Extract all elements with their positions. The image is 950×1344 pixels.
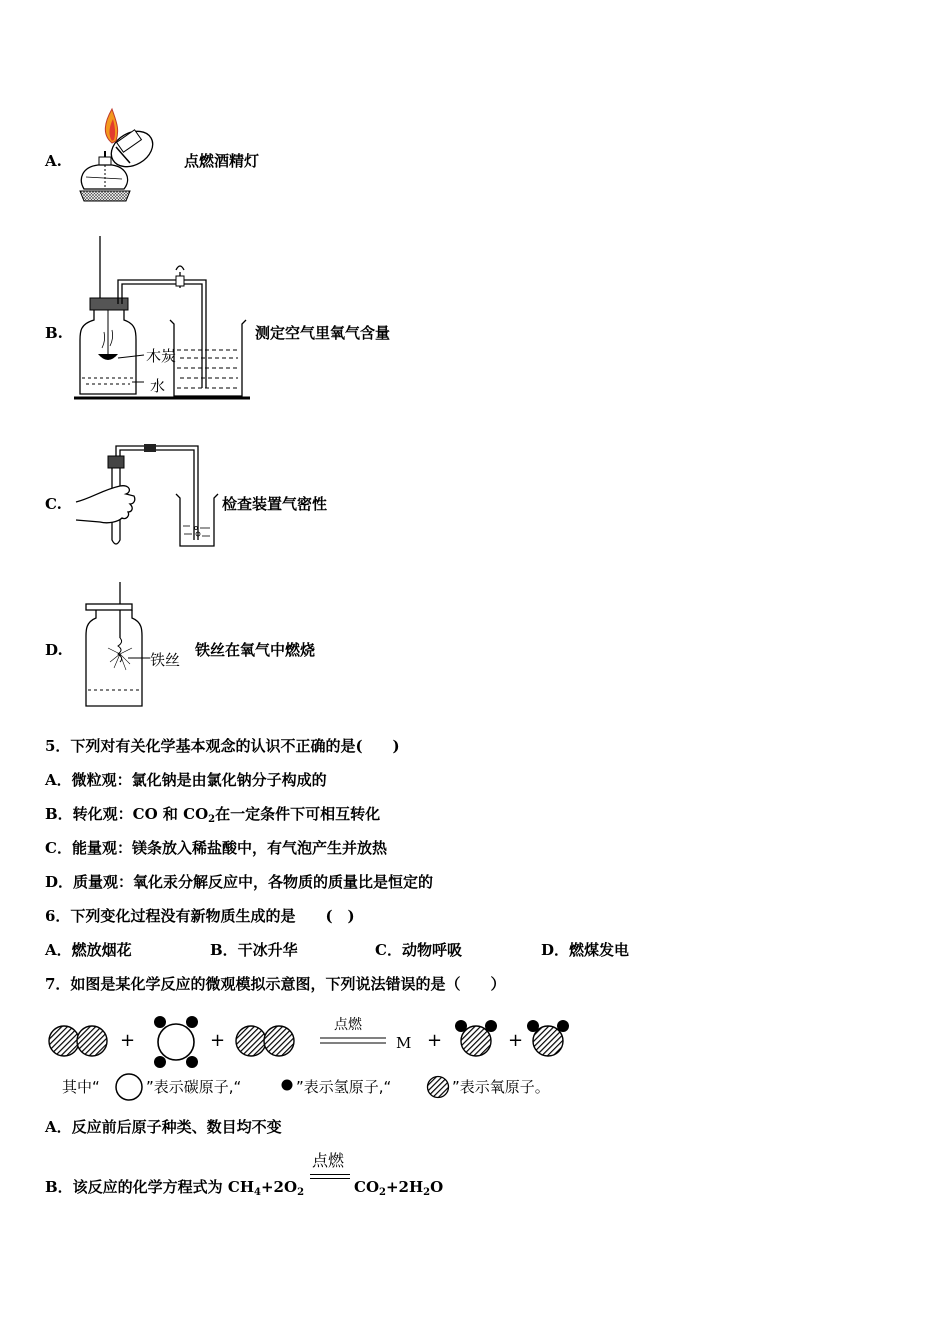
q5-stem: 5．下列对有关化学基本观念的认识不正确的是( ) (45, 737, 400, 755)
q6-option-c: C．动物呼吸 (375, 941, 462, 959)
alcohol-lamp-figure (72, 105, 172, 215)
option-a-letter: A. (45, 152, 62, 170)
q7-option-b-condition: 点燃 (312, 1151, 345, 1170)
water-label: 水 (150, 377, 166, 395)
reaction-condition: 点燃 (334, 1017, 362, 1033)
oxygen-atom-legend-icon (426, 1075, 450, 1099)
iron-wire-label: 铁丝 (150, 651, 181, 669)
q6-option-b: B．干冰升华 (210, 941, 298, 959)
product-m: M (396, 1034, 412, 1052)
option-b-letter: B. (45, 324, 63, 342)
charcoal-label: 木炭 (146, 347, 177, 365)
q5-option-b: B．转化观：CO 和 $CO_2$在一定条件下可相互转化 (45, 805, 381, 825)
q6-option-d: D．燃煤发电 (541, 941, 630, 959)
carbon-atom-legend-icon (114, 1072, 144, 1102)
q7-option-b-right: $CO_2+2H_2O$ (354, 1178, 444, 1198)
q6-stem: 6．下列变化过程没有新物质生成的是 ( ) (45, 907, 355, 925)
hydrogen-atom-legend-icon (280, 1078, 294, 1092)
option-a-caption: 点燃酒精灯 (184, 152, 260, 170)
option-d-letter: D. (45, 641, 63, 659)
plus-sign-4: + (508, 1030, 524, 1051)
q7-option-a: A．反应前后原子种类、数目均不变 (45, 1118, 282, 1136)
q7-option-b-left: B．该反应的化学方程式为 $CH_4+2O_2$ (45, 1178, 305, 1198)
option-d-caption: 铁丝在氧气中燃烧 (195, 641, 316, 659)
q5-option-d: D．质量观：氧化汞分解反应中，各物质的质量比是恒定的 (45, 873, 434, 891)
q5-option-c: C．能量观：镁条放入稀盐酸中，有气泡产生并放热 (45, 839, 387, 857)
legend-text-4: ”表示氧原子。 (452, 1078, 550, 1096)
legend-text-2: ”表示碳原子,“ (146, 1078, 242, 1096)
legend-text-1: 其中“ (62, 1078, 100, 1096)
option-c-caption: 检查装置气密性 (222, 495, 328, 513)
option-b-caption: 测定空气里氧气含量 (255, 324, 391, 342)
option-c-letter: C. (45, 495, 62, 513)
q6-option-a: A．燃放烟花 (45, 941, 132, 959)
plus-sign-1: + (120, 1030, 136, 1051)
legend-text-3: ”表示氢原子,“ (296, 1078, 392, 1096)
airtightness-check-figure (72, 440, 222, 550)
plus-sign-2: + (210, 1030, 226, 1051)
equation-line-bottom (310, 1178, 350, 1179)
q7-stem: 7．如图是某化学反应的微观模拟示意图，下列说法错误的是（ ） (45, 975, 506, 993)
q5-option-a: A．微粒观：氯化钠是由氯化钠分子构成的 (45, 771, 327, 789)
equation-line-top (310, 1174, 350, 1175)
plus-sign-3: + (427, 1030, 443, 1051)
iron-wire-combustion-figure (80, 578, 192, 710)
